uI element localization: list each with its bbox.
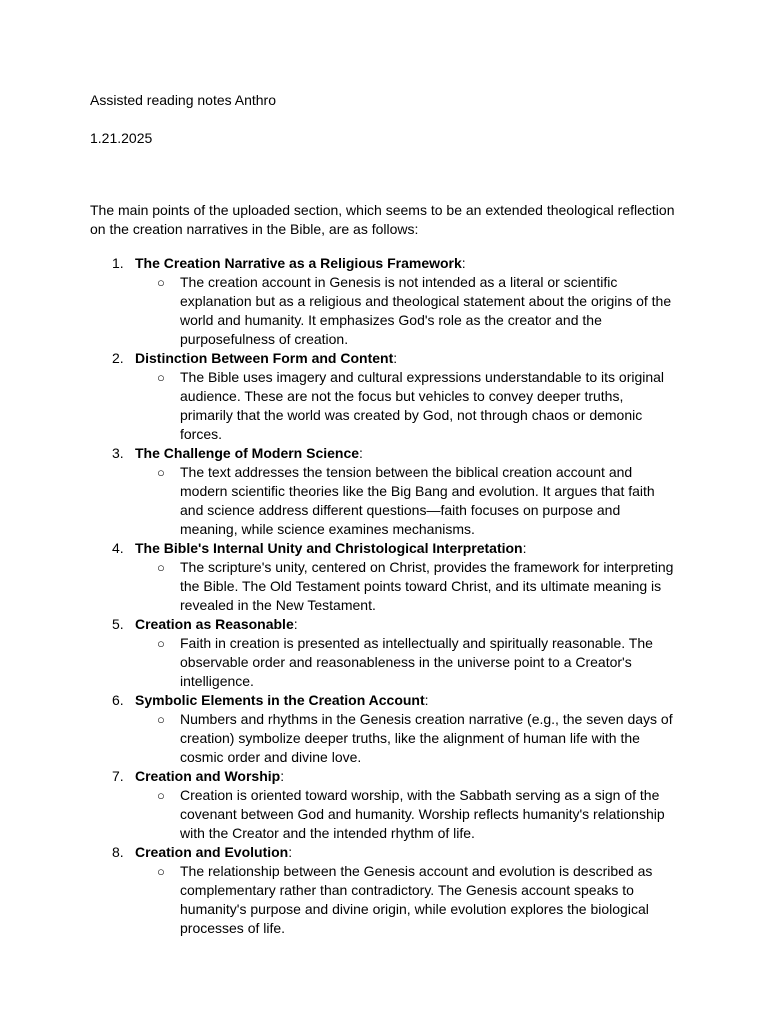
item-detail: Creation is oriented toward worship, with the Sabbath serving as a sign of the covenant between God and humanity. Worship reflects humanity's relationship with the Creator and the intended rhythm of life. bbox=[180, 787, 665, 841]
item-heading: The Creation Narrative as a Religious Framework bbox=[135, 255, 462, 271]
item-heading: Creation and Evolution bbox=[135, 844, 289, 860]
item-number: 5. bbox=[112, 616, 124, 632]
item-colon: : bbox=[522, 540, 527, 556]
item-number: 7. bbox=[112, 768, 124, 784]
list-item-5 bbox=[90, 615, 680, 691]
item-number: 6. bbox=[112, 692, 124, 708]
hollow-circle-bullet-icon: ○ bbox=[157, 560, 165, 575]
hollow-circle-bullet-icon: ○ bbox=[157, 275, 165, 290]
document-title: Assisted reading notes Anthro bbox=[90, 92, 277, 108]
document-page bbox=[90, 91, 680, 938]
hollow-circle-bullet-icon: ○ bbox=[157, 864, 165, 879]
item-heading: Symbolic Elements in the Creation Account bbox=[135, 692, 425, 708]
hollow-circle-bullet-icon: ○ bbox=[157, 636, 165, 651]
list-item-8 bbox=[90, 843, 680, 938]
sub-bullet bbox=[135, 862, 680, 938]
item-number: 1. bbox=[112, 255, 124, 271]
sub-bullet bbox=[135, 710, 680, 767]
item-number: 8. bbox=[112, 844, 124, 860]
item-colon: : bbox=[280, 768, 285, 784]
list-item-1 bbox=[90, 254, 680, 349]
item-colon: : bbox=[461, 255, 466, 271]
list-item-7 bbox=[90, 767, 680, 843]
item-detail: The text addresses the tension between the biblical creation account and modern scientific theories like the Big Bang and evolution. It argues that faith and science address different questions—faith focuses on purpose and meaning, while science examines mechanisms. bbox=[180, 464, 655, 537]
hollow-circle-bullet-icon: ○ bbox=[157, 465, 165, 480]
hollow-circle-bullet-icon: ○ bbox=[157, 788, 165, 803]
hollow-circle-bullet-icon: ○ bbox=[157, 712, 165, 727]
hollow-circle-bullet-icon: ○ bbox=[157, 370, 165, 385]
document-date: 1.21.2025 bbox=[90, 130, 153, 146]
item-detail: Faith in creation is presented as intellectually and spiritually reasonable. The observable order and reasonableness in the universe point to a Creator's intelligence. bbox=[180, 635, 653, 689]
item-number: 2. bbox=[112, 350, 124, 366]
item-heading: Distinction Between Form and Content bbox=[135, 350, 394, 366]
sub-bullet bbox=[135, 368, 680, 444]
item-detail: The creation account in Genesis is not intended as a literal or scientific explanation but as a religious and theological statement about the origins of the world and humanity. It emphasizes God's role as the creator and the purposefulness of creation. bbox=[180, 274, 672, 347]
item-detail: The Bible uses imagery and cultural expressions understandable to its original audience. These are not the focus but vehicles to convey deeper truths, primarily that the world was created by God, not through chaos or demonic forces. bbox=[180, 369, 665, 442]
item-detail: The relationship between the Genesis account and evolution is described as complementary rather than contradictory. The Genesis account speaks to humanity's purpose and divine origin, while evolution explores the biological processes of life. bbox=[180, 863, 653, 936]
item-heading: Creation as Reasonable bbox=[135, 616, 294, 632]
sub-bullet bbox=[135, 786, 680, 843]
item-number: 4. bbox=[112, 540, 124, 556]
item-colon: : bbox=[288, 844, 293, 860]
main-points-list bbox=[90, 254, 680, 938]
list-item-6 bbox=[90, 691, 680, 767]
item-colon: : bbox=[393, 350, 398, 366]
item-colon: : bbox=[293, 616, 298, 632]
sub-bullet bbox=[135, 634, 680, 691]
item-heading: The Bible's Internal Unity and Christological Interpretation bbox=[135, 540, 523, 556]
list-item-3 bbox=[90, 444, 680, 539]
item-colon: : bbox=[359, 445, 363, 461]
item-heading: The Challenge of Modern Science bbox=[135, 445, 360, 461]
intro-paragraph: The main points of the uploaded section, which seems to be an extended theological reflection on the creation narratives in the Bible, are as follows: bbox=[90, 202, 675, 237]
item-number: 3. bbox=[112, 445, 124, 461]
item-heading: Creation and Worship bbox=[135, 768, 281, 784]
list-item-2 bbox=[90, 349, 680, 444]
item-detail: The scripture's unity, centered on Christ, provides the framework for interpreting the Bible. The Old Testament points toward Christ, and its ultimate meaning is revealed in the New Testament. bbox=[180, 559, 674, 613]
item-detail: Numbers and rhythms in the Genesis creation narrative (e.g., the seven days of creation) symbolize deeper truths, like the alignment of human life with the cosmic order and divine love. bbox=[180, 711, 673, 765]
sub-bullet bbox=[135, 558, 680, 615]
sub-bullet bbox=[135, 463, 680, 539]
item-colon: : bbox=[424, 692, 429, 708]
sub-bullet bbox=[135, 273, 680, 349]
list-item-4 bbox=[90, 539, 680, 615]
